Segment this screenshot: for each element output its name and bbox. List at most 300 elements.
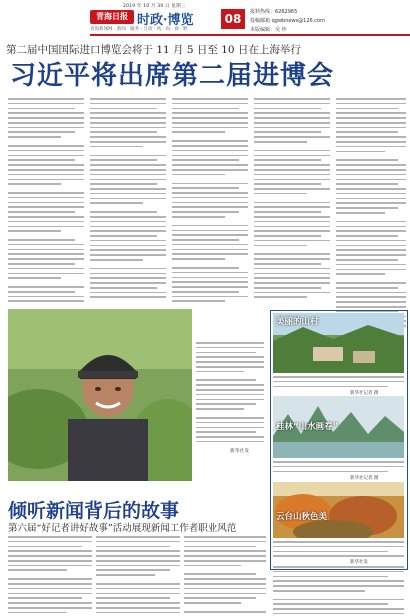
text-line — [254, 174, 330, 176]
text-line — [336, 287, 398, 289]
lead-subhead: 第二届中国国际进口博览会将于 11 月 5 日至 10 日在上海举行 — [6, 44, 301, 56]
text-line — [172, 249, 248, 251]
text-line — [336, 212, 385, 214]
village-caption-text — [273, 376, 404, 390]
text-line — [172, 112, 248, 114]
text-line — [336, 159, 398, 161]
text-line — [8, 286, 84, 288]
text-line — [172, 117, 248, 119]
lead-col-3 — [172, 98, 248, 305]
text-line — [336, 306, 406, 308]
text-line — [172, 286, 248, 288]
text-line — [172, 187, 239, 189]
text-line — [254, 277, 330, 279]
text-line — [196, 371, 244, 373]
text-line — [8, 108, 75, 110]
text-line — [172, 108, 239, 110]
text-line — [90, 155, 166, 157]
text-line — [254, 230, 330, 232]
text-line — [273, 571, 404, 573]
text-line — [336, 202, 406, 204]
text-line — [273, 566, 404, 568]
text-line — [254, 150, 330, 152]
text-line — [254, 253, 330, 255]
masthead-contact — [250, 8, 325, 35]
text-line — [184, 602, 241, 604]
text-line — [8, 179, 84, 181]
second-subhead: 第六届“好记者讲好故事”活动展现新闻工作者职业风范 — [8, 523, 237, 534]
text-line — [273, 541, 404, 543]
text-line — [96, 607, 180, 609]
text-line — [196, 422, 264, 424]
text-line — [8, 136, 61, 138]
text-line — [8, 607, 92, 609]
text-line — [8, 145, 84, 147]
text-line — [8, 174, 84, 176]
right-col-bottom — [273, 566, 404, 614]
text-line — [184, 560, 266, 562]
text-line — [172, 258, 225, 260]
issue-date: 2019 年 10 月 30 日 星期三 — [123, 4, 186, 9]
text-line — [184, 536, 266, 538]
text-line — [8, 221, 84, 223]
text-line — [172, 183, 248, 185]
text-line — [336, 117, 406, 119]
text-line — [90, 240, 166, 242]
text-line — [184, 555, 266, 557]
text-line — [273, 376, 404, 378]
village-credit: 新华社记者 摄 — [350, 391, 379, 396]
text-line — [196, 403, 256, 405]
text-line — [172, 291, 239, 293]
page-number: 08 — [221, 9, 245, 29]
text-line — [8, 565, 92, 567]
text-line — [172, 281, 248, 283]
text-line — [273, 599, 404, 601]
text-line — [336, 164, 406, 166]
text-line — [172, 296, 248, 298]
text-line — [8, 103, 84, 105]
text-line — [196, 352, 256, 354]
text-line — [8, 169, 84, 171]
text-line — [336, 254, 406, 256]
second-col-2 — [96, 536, 180, 614]
text-line — [90, 183, 157, 185]
text-line — [8, 164, 84, 166]
text-line — [254, 155, 330, 157]
text-line — [273, 471, 388, 473]
text-line — [90, 230, 166, 232]
text-line — [184, 550, 266, 552]
text-line — [8, 202, 84, 204]
text-line — [196, 399, 264, 401]
text-line — [196, 361, 264, 363]
text-line — [184, 588, 266, 590]
text-line — [336, 273, 385, 275]
text-line — [336, 141, 406, 143]
text-line — [254, 122, 330, 124]
text-line — [336, 136, 406, 138]
text-line — [196, 394, 264, 396]
text-line — [8, 98, 84, 100]
text-line — [8, 226, 84, 228]
text-line — [8, 183, 61, 185]
text-line — [336, 108, 398, 110]
text-line — [172, 103, 248, 105]
text-line — [273, 381, 404, 383]
text-line — [172, 131, 225, 133]
text-line — [336, 198, 406, 200]
text-line — [273, 555, 404, 557]
text-line — [172, 192, 248, 194]
text-line — [196, 436, 264, 438]
text-line — [172, 174, 225, 176]
text-line — [8, 122, 84, 124]
second-col-3 — [184, 536, 266, 614]
email-line: 投稿邮箱 qgwbnews@126.com — [250, 18, 325, 24]
text-line — [273, 603, 388, 605]
text-line — [96, 574, 155, 576]
text-line — [196, 441, 264, 442]
text-line — [96, 550, 180, 552]
text-line — [8, 263, 75, 265]
text-line — [273, 461, 404, 463]
text-line — [184, 541, 266, 543]
text-line — [172, 272, 248, 274]
text-line — [254, 117, 330, 119]
text-line — [336, 174, 406, 176]
text-line — [254, 282, 330, 284]
text-line — [8, 291, 75, 293]
text-line — [336, 169, 406, 171]
text-line — [90, 268, 166, 270]
text-line — [8, 197, 84, 199]
text-line — [172, 230, 248, 232]
text-line — [96, 555, 180, 557]
text-line — [90, 287, 157, 289]
text-line — [172, 253, 248, 255]
text-line — [336, 122, 406, 124]
text-line — [8, 127, 84, 129]
text-line — [336, 193, 406, 195]
text-line — [172, 277, 248, 279]
text-line — [184, 546, 256, 548]
text-line — [184, 583, 266, 585]
text-line — [273, 585, 404, 587]
text-line — [254, 240, 330, 242]
text-line — [90, 259, 143, 261]
text-line — [96, 546, 170, 548]
text-line — [172, 122, 248, 124]
text-line — [336, 282, 406, 284]
text-line — [336, 230, 406, 232]
text-line — [254, 112, 330, 114]
newspaper-logo: 青海日报 — [90, 10, 134, 24]
text-line — [336, 264, 406, 266]
text-line — [8, 211, 75, 213]
text-line — [273, 466, 404, 468]
lead-col-2 — [90, 98, 166, 305]
text-line — [254, 226, 330, 228]
text-line — [336, 188, 406, 190]
portrait-photo — [8, 309, 192, 481]
text-line — [90, 211, 157, 213]
text-line — [96, 541, 180, 543]
text-line — [90, 296, 166, 298]
text-line — [96, 536, 180, 538]
text-line — [172, 127, 248, 129]
text-line — [172, 267, 239, 269]
text-line — [254, 206, 330, 208]
text-line — [90, 249, 166, 251]
text-line — [90, 146, 143, 148]
text-line — [8, 612, 67, 614]
text-line — [254, 202, 330, 204]
text-line — [90, 193, 166, 195]
text-line — [254, 108, 321, 110]
text-line — [90, 131, 157, 133]
text-line — [336, 235, 398, 237]
portrait-credit: 新华社发 — [230, 449, 250, 454]
text-line — [8, 296, 84, 298]
text-line — [8, 131, 75, 133]
section-title: 时政·博览 — [137, 13, 194, 28]
text-line — [172, 225, 248, 227]
text-line — [90, 292, 166, 294]
text-line — [172, 300, 225, 302]
text-line — [8, 578, 92, 580]
text-line — [336, 259, 398, 261]
text-line — [254, 296, 307, 298]
text-line — [90, 169, 166, 171]
lead-col-1 — [8, 98, 84, 305]
text-line — [8, 277, 61, 279]
text-line — [336, 269, 406, 271]
text-line — [196, 417, 264, 419]
text-line — [254, 258, 330, 260]
text-line — [273, 580, 404, 582]
text-line — [273, 386, 388, 388]
portrait-caption-text — [196, 342, 264, 442]
text-line — [90, 226, 166, 228]
text-line — [254, 183, 321, 185]
text-line — [254, 103, 330, 105]
text-line — [8, 550, 92, 552]
text-line — [254, 159, 321, 161]
text-line — [90, 235, 157, 237]
text-line — [8, 112, 84, 114]
text-line — [172, 150, 248, 152]
text-line — [172, 98, 248, 100]
text-line — [196, 356, 264, 358]
text-line — [172, 169, 248, 171]
text-line — [8, 536, 92, 538]
text-line — [8, 588, 92, 590]
text-line — [336, 292, 406, 294]
autumn-caption-text — [273, 541, 404, 563]
text-line — [184, 578, 266, 580]
text-line — [172, 234, 248, 236]
text-line — [254, 221, 330, 223]
text-line — [8, 541, 92, 543]
text-line — [336, 98, 406, 100]
text-line — [90, 174, 166, 176]
text-line — [90, 188, 166, 190]
text-line — [184, 597, 256, 599]
text-line — [96, 597, 170, 599]
text-line — [90, 136, 166, 138]
text-line — [254, 235, 321, 237]
autumn-photo-label: 云台山秋色美 — [276, 512, 328, 522]
text-line — [90, 277, 166, 279]
text-line — [90, 282, 166, 284]
text-line — [254, 179, 330, 181]
text-line — [90, 127, 166, 129]
text-line — [172, 216, 225, 218]
text-line — [254, 127, 330, 129]
text-line — [8, 258, 84, 260]
text-line — [172, 211, 239, 213]
text-line — [254, 268, 330, 270]
text-line — [254, 188, 330, 190]
text-line — [90, 245, 166, 247]
text-line — [96, 565, 180, 567]
text-line — [254, 193, 307, 195]
text-line — [336, 221, 406, 223]
text-line — [336, 112, 406, 114]
text-line — [254, 273, 330, 275]
text-line — [90, 179, 166, 181]
text-line — [96, 612, 180, 614]
text-line — [273, 608, 404, 610]
text-line — [8, 569, 67, 571]
text-line — [254, 287, 321, 289]
text-line — [8, 192, 84, 194]
text-line — [8, 555, 92, 557]
text-line — [8, 249, 84, 251]
text-line — [8, 300, 84, 302]
guilin-photo-label: 桂林“山水画卷” — [276, 422, 339, 432]
second-headline: 倾听新闻背后的故事 — [8, 500, 180, 522]
text-line — [336, 249, 406, 251]
text-line — [8, 216, 84, 218]
lead-col-5 — [336, 98, 406, 334]
text-line — [172, 155, 248, 157]
text-line — [8, 593, 92, 595]
text-line — [8, 546, 82, 548]
text-line — [196, 366, 264, 368]
text-line — [336, 207, 398, 209]
text-line — [196, 342, 264, 344]
text-line — [90, 108, 157, 110]
text-line — [90, 216, 166, 218]
text-line — [96, 560, 180, 562]
text-line — [254, 211, 321, 213]
second-col-1 — [8, 536, 92, 614]
text-line — [196, 427, 264, 429]
text-line — [273, 576, 388, 578]
text-line — [8, 583, 92, 585]
text-line — [196, 408, 244, 410]
text-line — [254, 216, 330, 218]
text-line — [273, 546, 404, 548]
text-line — [172, 164, 248, 166]
text-line — [96, 569, 170, 571]
text-line — [90, 221, 166, 223]
text-line — [254, 131, 321, 133]
guilin-credit: 新华社记者 摄 — [350, 476, 379, 481]
text-line — [184, 565, 241, 567]
text-line — [336, 240, 406, 242]
text-line — [184, 593, 266, 595]
text-line — [196, 384, 264, 386]
hotline-number: 6262965 — [275, 9, 298, 15]
text-line — [254, 245, 307, 247]
text-line — [90, 117, 166, 119]
text-line — [90, 164, 166, 166]
text-line — [273, 613, 404, 614]
text-line — [90, 273, 166, 275]
text-line — [8, 253, 84, 255]
text-line — [8, 244, 84, 246]
text-line — [172, 202, 248, 204]
text-line — [90, 159, 157, 161]
masthead-rule — [90, 34, 410, 36]
text-line — [336, 146, 406, 148]
text-line — [96, 583, 180, 585]
text-line — [8, 230, 61, 232]
text-line — [254, 141, 307, 143]
text-line — [96, 588, 180, 590]
text-line — [96, 593, 180, 595]
guilin-caption-text — [273, 461, 404, 475]
text-line — [172, 159, 239, 161]
text-line — [336, 103, 406, 105]
text-line — [254, 98, 330, 100]
lead-col-4 — [254, 98, 330, 305]
text-line — [90, 254, 166, 256]
text-line — [172, 239, 239, 241]
text-line — [254, 164, 330, 166]
text-line — [8, 268, 84, 270]
text-line — [8, 159, 75, 161]
text-line — [90, 122, 166, 124]
text-line — [172, 145, 248, 147]
text-line — [8, 117, 84, 119]
text-line — [336, 245, 406, 247]
text-line — [336, 151, 385, 153]
text-line — [196, 431, 256, 433]
text-line — [336, 183, 398, 185]
text-line — [336, 296, 406, 298]
lead-headline: 习近平将出席第二届进博会 — [10, 61, 335, 91]
text-line — [90, 103, 166, 105]
text-line — [90, 141, 166, 143]
text-line — [8, 239, 75, 241]
text-line — [336, 301, 406, 303]
text-line — [254, 292, 330, 294]
text-line — [196, 389, 264, 391]
text-line — [184, 611, 266, 613]
text-line — [172, 140, 248, 142]
text-line — [184, 573, 256, 575]
text-line — [273, 551, 388, 553]
text-line — [172, 244, 248, 246]
text-line — [8, 150, 84, 152]
text-line — [90, 198, 166, 200]
text-line — [8, 560, 92, 562]
text-line — [254, 263, 321, 265]
